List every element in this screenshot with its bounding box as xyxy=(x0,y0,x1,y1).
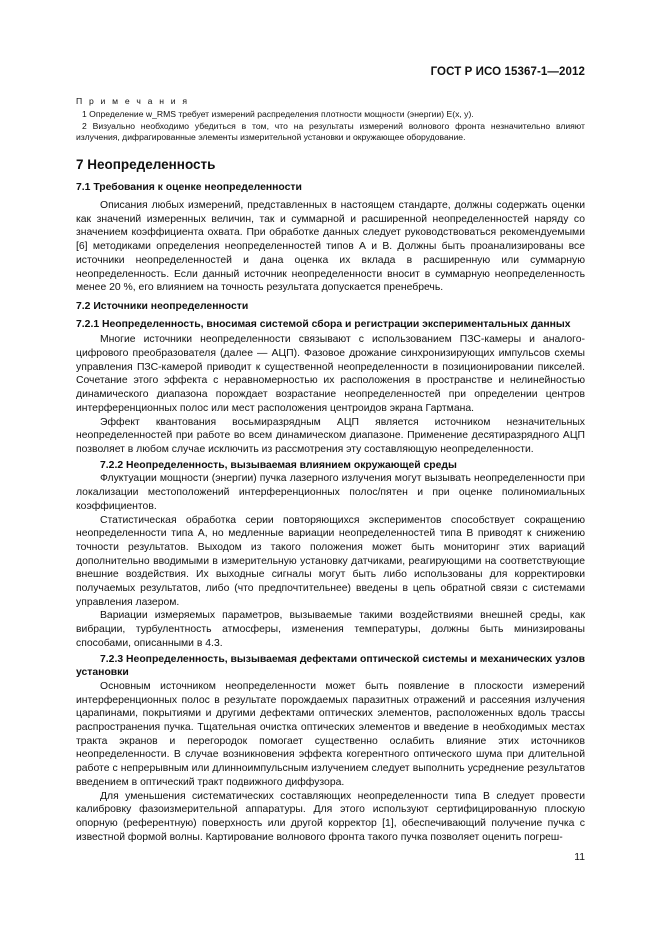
page-number: 11 xyxy=(574,852,585,863)
section-7-2-3-paragraph-1: Основным источником неопределенности может быть появление в плоскости измерений интерференционных полос в результате порождаемых паразитных отражений и рассеяния излучения царапинами, покрытиями и другими дефектами оптических элементов, расположенных вдоль трассы распространения пучка. Тщательная очистка оптических элементов и введение в необходимых местах тракта экранов и перегородок помогает существенно ослабить влияние этих источников неопределенности. В случае возникновения эффекта когерентного оптического шума при длительной работе с непрерывным или длинноимпульсным излучением следует выполнить усреднение результатов введением в оптический тракт подвижного диффузора. xyxy=(76,680,585,788)
section-7-2-2-heading: 7.2.2 Неопределенность, вызываемая влиянием окружающей среды xyxy=(100,459,457,471)
section-7-2-2-paragraph-1: Флуктуации мощности (энергии) пучка лазерного излучения могут вызывать неопределенности при локализации местоположений интерференционных полос/пятен и при оценке полиномиальных коэффициентов. xyxy=(76,473,585,512)
section-7-2-1-paragraph-1: Многие источники неопределенности связывают с использованием ПЗС-камеры и аналого-цифрового преобразователя (далее — АЦП). Фазовое дрожание синхронизирующих импульсов схемы управления ПЗС-камерой приводит к существенной неопределенности в позиционировании пикселей. Сочетание этого эффекта с неравномерностью их расположения в пространстве и нелинейностью динамического диапазона порождает возрастание неопределенностей при определении центров интерференционных полос или мест расположения центроидов экрана Гартмана. xyxy=(76,334,585,414)
section-7-2-1-heading: 7.2.1 Неопределенность, вносимая системой сбора и регистрации экспериментальных данных xyxy=(76,318,571,330)
note-1: 1 Определение w_RMS требует измерений распределения плотности мощности (энергии) E(x, y). xyxy=(82,109,474,120)
section-7-2-1-paragraph-2: Эффект квантования восьмиразрядным АЦП является источником незначительных неопределенностей при работе во всем динамическом диапазоне. Применение десятиразрядного АЦП позволяет в любом случае исключить из рассмотрения эту составляющую неопределенности. xyxy=(76,416,585,455)
section-7-2-3-heading: 7.2.3 Неопределенность, вызываемая дефектами оптической системы и механических узлов установки xyxy=(76,653,585,679)
notes-title: П р и м е ч а н и я xyxy=(76,96,190,106)
section-7-2-3-paragraph-2: Для уменьшения систематических составляющих неопределенности типа В следует провести калибровку фазоизмерительной аппаратуры. Для этого используют сертифицированную плоскую опорную (референтную) поверхность или другой корректор [1], обеспечивающий получение пучка с известной формой волны. Картирование волнового фронта такого пучка позволяет оценить погреш- xyxy=(76,790,585,843)
note-2: 2 Визуально необходимо убедиться в том, что на результаты измерений волнового фронта незначительно влияют излучения, дифрагированные элементы измерительной установки и окружающее оборудование. xyxy=(76,120,585,143)
section-7-2-heading: 7.2 Источники неопределенности xyxy=(76,300,249,312)
section-7-2-2-paragraph-3: Вариации измеряемых параметров, вызываемые такими воздействиями внешней среды, как вибрации, турбулентность атмосферы, изменения температуры, должны быть минизированы способами, описанными в 4.3. xyxy=(76,610,585,649)
section-7-2-2-paragraph-2: Статистическая обработка серии повторяющихся экспериментов способствует сокращению неопределенности типа А, но медленные вариации неопределенностей типа В приводят к снижению точности результатов. Выходом из такого положения может быть мониторинг этих вариаций дополнительно вводимыми в измерительную установку датчиками, реагирующими на соответствующие внешние воздействия. Их выходные сигналы могут быть либо использованы для корректировки получаемых результатов, либо (что предпочтительнее) введены в цепь обратной связи с системами управления лазером. xyxy=(76,514,585,608)
section-7-heading: 7 Неопределенность xyxy=(76,156,216,172)
section-7-1-heading: 7.1 Требования к оценке неопределенности xyxy=(76,182,302,194)
notes-block xyxy=(76,96,585,144)
section-7-1-paragraph-1: Описания любых измерений, представленных в настоящем стандарте, должны содержать оценки как значений измеренных величин, так и суммарной и расширенной неопределенностей наряду со значением коэффициента охвата. При обработке данных следует руководствоваться рекомендуемыми [6] методиками определения неопределенностей типов А и В. Должны быть проанализированы все источники неопределенностей и дана оценка их вклада в расширенную или суммарную неопределенность. Если данный источник неопределенности вносит в суммарную неопределенность менее 20 %, его влиянием на точность результата допускается пренебречь. xyxy=(76,200,585,294)
page-content xyxy=(76,96,585,844)
document-header: ГОСТ Р ИСО 15367-1—2012 xyxy=(430,66,585,78)
